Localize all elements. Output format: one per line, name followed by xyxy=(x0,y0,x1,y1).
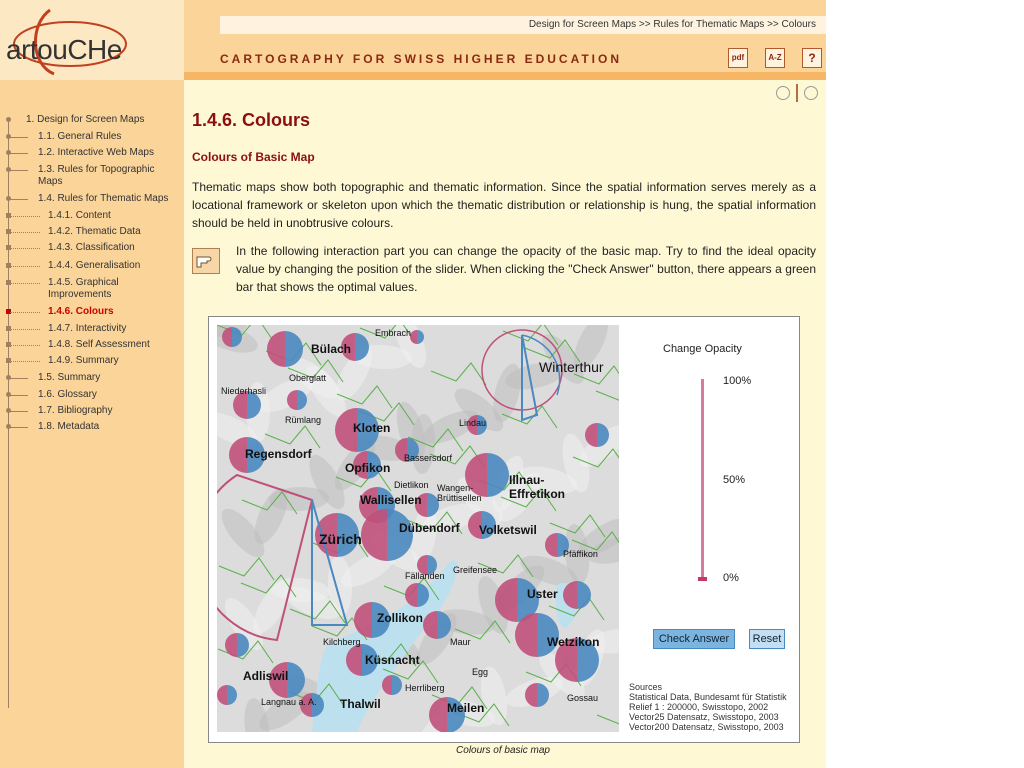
az-index-button[interactable]: A-Z xyxy=(765,48,785,68)
place-label: Herrliberg xyxy=(405,683,445,693)
opacity-figure xyxy=(208,316,800,743)
nav-connector xyxy=(10,378,28,379)
sidebar xyxy=(0,80,184,768)
place-label: Langnau a. A. xyxy=(261,697,317,707)
nav-connector xyxy=(10,248,40,249)
place-label: Thalwil xyxy=(340,697,381,711)
place-label: Bassersdorf xyxy=(404,453,453,463)
opacity-title: Change Opacity xyxy=(663,343,742,355)
place-label: Kilchberg xyxy=(323,637,361,647)
place-label: Oberglatt xyxy=(289,373,327,383)
nav-connector xyxy=(10,411,28,412)
sidebar-item-7[interactable]: 1.4.3. Classification xyxy=(48,242,135,253)
section-title: Colours of Basic Map xyxy=(192,150,315,164)
opacity-panel xyxy=(629,317,799,742)
place-label: Pfäffikon xyxy=(563,549,598,559)
sidebar-item-13[interactable]: 1.4.9. Summary xyxy=(48,355,119,366)
source-line: Vector200 Datensatz, Swisstopo, 2003 xyxy=(629,722,784,732)
previous-page-icon[interactable] xyxy=(776,86,790,100)
header xyxy=(0,0,826,80)
next-page-icon[interactable] xyxy=(804,86,818,100)
main-content xyxy=(184,80,826,768)
sidebar-item-1[interactable]: 1.1. General Rules xyxy=(38,131,122,142)
nav-connector xyxy=(10,232,40,233)
nav-connector xyxy=(10,329,40,330)
opacity-slider-track[interactable] xyxy=(701,379,704,579)
intro-paragraph: Thematic maps show both topographic and thematic information. Since the spatial information serves merely as a locational framework or skeleton upon which the thematic distribution or relationship is hung, the spatial information should be held in unobtrusive colours. xyxy=(192,180,816,230)
place-label: Illnau-Effretikon xyxy=(509,473,566,501)
page-title: 1.4.6. Colours xyxy=(192,110,311,130)
source-line: Sources xyxy=(629,682,663,692)
nav-connector xyxy=(10,216,40,217)
header-stripe xyxy=(184,72,826,80)
nav-connector xyxy=(10,137,28,138)
nav-bullet-icon xyxy=(6,117,11,122)
nav-connector xyxy=(10,153,28,154)
sidebar-item-5[interactable]: 1.4.1. Content xyxy=(48,210,111,221)
nav-connector xyxy=(10,266,40,267)
nav-connector xyxy=(10,170,28,171)
place-label: Greifensee xyxy=(453,565,498,575)
place-label: Lindau xyxy=(459,418,487,428)
source-line: Statistical Data, Bundesamt für Statistik xyxy=(629,692,787,702)
sidebar-item-14[interactable]: 1.5. Summary xyxy=(38,372,101,383)
nav-connector xyxy=(10,361,40,362)
place-label: Wangen-Brüttisellen xyxy=(437,483,482,503)
place-label: Dietlikon xyxy=(394,480,429,490)
nav-connector xyxy=(10,312,40,313)
place-label: Regensdorf xyxy=(245,447,312,461)
help-button[interactable]: ? xyxy=(802,48,822,68)
sidebar-item-6[interactable]: 1.4.2. Thematic Data xyxy=(48,226,141,237)
nav-connector xyxy=(10,345,40,346)
place-label: Volketswil xyxy=(479,523,537,537)
sidebar-item-15[interactable]: 1.6. Glossary xyxy=(38,389,97,400)
tick-100: 100% xyxy=(723,375,752,387)
sources xyxy=(629,682,801,732)
nav-connector xyxy=(10,395,28,396)
check-answer-button[interactable]: Check Answer xyxy=(653,629,735,649)
opacity-slider-handle[interactable] xyxy=(698,577,707,581)
place-label: Zollikon xyxy=(377,611,423,625)
logo-text: artouCHe xyxy=(6,34,122,65)
nav-connector xyxy=(10,427,28,428)
place-label: Adliswil xyxy=(243,669,289,683)
sidebar-item-17[interactable]: 1.8. Metadata xyxy=(38,421,100,432)
pdf-button[interactable]: pdf xyxy=(728,48,748,68)
source-line: Relief 1 : 200000, Swisstopo, 2002 xyxy=(629,702,769,712)
place-label: Egg xyxy=(472,667,489,677)
figure-caption: Colours of basic map xyxy=(456,745,550,756)
arrow-divider xyxy=(796,84,798,102)
place-label: Dübendorf xyxy=(399,521,460,535)
sidebar-tree-line xyxy=(8,118,9,708)
tick-50: 50% xyxy=(723,474,746,486)
sidebar-item-11[interactable]: 1.4.7. Interactivity xyxy=(48,323,127,334)
place-label: Bülach xyxy=(311,342,352,356)
nav-connector xyxy=(10,199,28,200)
place-label: Kloten xyxy=(353,421,391,435)
sidebar-item-12[interactable]: 1.4.8. Self Assessment xyxy=(48,339,150,350)
place-label: Wetzikon xyxy=(547,635,600,649)
nav-connector xyxy=(10,283,40,284)
breadcrumb-bar xyxy=(220,16,826,34)
place-label: Opfikon xyxy=(345,461,391,475)
page-nav-arrows xyxy=(768,84,822,104)
sidebar-item-0[interactable]: 1. Design for Screen Maps xyxy=(26,114,145,125)
sidebar-item-4[interactable]: 1.4. Rules for Thematic Maps xyxy=(38,193,169,204)
place-label: Winterthur xyxy=(539,359,604,375)
sidebar-item-3[interactable]: 1.3. Rules for Topographic Maps xyxy=(38,164,155,187)
instruction-paragraph: In the following interaction part you can change the opacity of the basic map. Try to find the ideal opacity value by changing the position of the slider. When clicking the "Check Answer" button, there appears a green bar that shows the optimal values. xyxy=(236,244,816,294)
breadcrumb[interactable]: Design for Screen Maps >> Rules for Thematic Maps >> Colours xyxy=(528,19,816,30)
place-label: Fällanden xyxy=(405,571,445,581)
place-label: Rümlang xyxy=(285,415,322,425)
place-label: Küsnacht xyxy=(365,653,420,667)
place-label: Uster xyxy=(527,587,558,601)
place-label: Maur xyxy=(450,637,471,647)
cartouche-logo[interactable] xyxy=(0,0,184,80)
place-label: Meilen xyxy=(447,701,485,715)
place-label: Embrach xyxy=(375,328,412,338)
place-label: Wallisellen xyxy=(360,493,422,507)
page-margin xyxy=(826,0,1024,768)
sidebar-item-2[interactable]: 1.2. Interactive Web Maps xyxy=(38,147,154,158)
tick-0: 0% xyxy=(723,572,739,584)
pointing-hand-icon xyxy=(192,248,220,274)
thematic-map xyxy=(217,325,619,732)
sidebar-item-10[interactable]: 1.4.6. Colours xyxy=(48,306,114,317)
sidebar-item-8[interactable]: 1.4.4. Generalisation xyxy=(48,260,141,271)
place-label: Zürich xyxy=(319,531,362,547)
place-label: Gossau xyxy=(567,693,599,703)
site-subtitle: CARTOGRAPHY FOR SWISS HIGHER EDUCATION xyxy=(220,52,623,66)
sidebar-item-9[interactable]: 1.4.5. Graphical Improvements xyxy=(48,277,119,300)
reset-button[interactable]: Reset xyxy=(749,629,785,649)
source-line: Vector25 Datensatz, Swisstopo, 2003 xyxy=(629,712,779,722)
place-label: Niederhasli xyxy=(221,386,267,396)
sidebar-item-16[interactable]: 1.7. Bibliography xyxy=(38,405,113,416)
